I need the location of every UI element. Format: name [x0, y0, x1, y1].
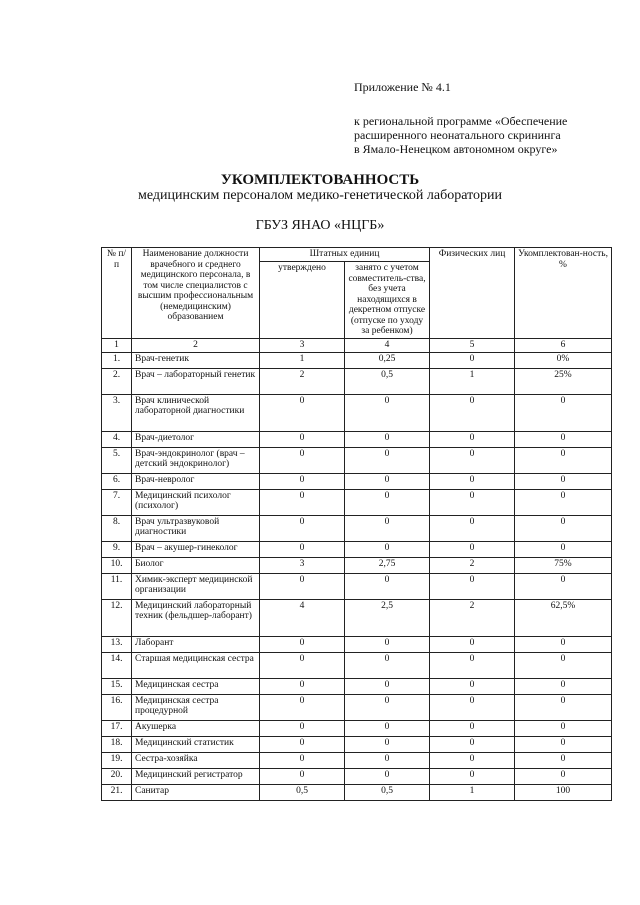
table-row [102, 473, 612, 489]
cell-staffing: 0 [515, 768, 612, 784]
cell-position: Врач-диетолог [132, 431, 260, 447]
cell-occupied: 2,75 [345, 557, 430, 573]
table-row [102, 541, 612, 557]
cell-num: 10. [102, 557, 132, 573]
cell-approved: 0 [260, 515, 345, 541]
cell-individuals: 1 [430, 368, 515, 394]
cell-individuals: 0 [430, 678, 515, 694]
cell-individuals: 2 [430, 599, 515, 636]
table-row [102, 557, 612, 573]
cell-position: Акушерка [132, 720, 260, 736]
cell-individuals: 0 [430, 736, 515, 752]
cell-approved: 0 [260, 678, 345, 694]
table-row [102, 736, 612, 752]
cell-occupied: 0,5 [345, 784, 430, 800]
cell-individuals: 0 [430, 752, 515, 768]
cell-individuals: 0 [430, 515, 515, 541]
cell-num: 14. [102, 652, 132, 678]
cell-position: Биолог [132, 557, 260, 573]
cell-position: Сестра-хозяйка [132, 752, 260, 768]
cell-approved: 4 [260, 599, 345, 636]
appendix-line-2: расширенного неонатального скрининга [354, 128, 561, 142]
header-staff-units: Штатных единиц [260, 248, 430, 262]
cell-num: 20. [102, 768, 132, 784]
cell-approved: 2 [260, 368, 345, 394]
table-row [102, 447, 612, 473]
cell-num: 12. [102, 599, 132, 636]
cell-num: 16. [102, 694, 132, 720]
cell-position: Медицинский статистик [132, 736, 260, 752]
cell-position: Врач-эндокринолог (врач – детский эндокринолог) [132, 447, 260, 473]
cell-staffing: 0 [515, 541, 612, 557]
cell-staffing: 0 [515, 394, 612, 431]
header-occupied: занято с учетом совместитель-ства, без учета находящихся в декретном отпуске (отпуске по уходу за ребенком) [345, 262, 430, 339]
cell-individuals: 2 [430, 557, 515, 573]
cell-occupied: 0 [345, 678, 430, 694]
column-number: 6 [515, 338, 612, 352]
cell-position: Санитар [132, 784, 260, 800]
cell-occupied: 0 [345, 473, 430, 489]
cell-occupied: 0 [345, 652, 430, 678]
column-number: 5 [430, 338, 515, 352]
cell-occupied: 2,5 [345, 599, 430, 636]
table-row [102, 431, 612, 447]
header-row [102, 248, 612, 262]
table-row [102, 599, 612, 636]
cell-occupied: 0 [345, 515, 430, 541]
table-row [102, 678, 612, 694]
cell-position: Медицинская сестра [132, 678, 260, 694]
cell-staffing: 62,5% [515, 599, 612, 636]
cell-individuals: 0 [430, 489, 515, 515]
cell-occupied: 0 [345, 394, 430, 431]
cell-individuals: 0 [430, 636, 515, 652]
cell-staffing: 0 [515, 752, 612, 768]
table-row [102, 489, 612, 515]
cell-individuals: 0 [430, 352, 515, 368]
cell-staffing: 0 [515, 636, 612, 652]
cell-individuals: 0 [430, 447, 515, 473]
cell-num: 11. [102, 573, 132, 599]
cell-approved: 0 [260, 541, 345, 557]
table-row [102, 573, 612, 599]
cell-position: Врач-невролог [132, 473, 260, 489]
table-row [102, 368, 612, 394]
cell-position: Медицинский психолог (психолог) [132, 489, 260, 515]
cell-occupied: 0,25 [345, 352, 430, 368]
cell-num: 13. [102, 636, 132, 652]
table-row [102, 652, 612, 678]
cell-num: 7. [102, 489, 132, 515]
cell-staffing: 0 [515, 431, 612, 447]
table-row [102, 784, 612, 800]
cell-occupied: 0 [345, 736, 430, 752]
column-number: 1 [102, 338, 132, 352]
cell-staffing: 25% [515, 368, 612, 394]
appendix-number: Приложение № 4.1 [354, 80, 451, 94]
cell-staffing: 0 [515, 694, 612, 720]
cell-individuals: 1 [430, 784, 515, 800]
organization-name: ГБУЗ ЯНАО «НЦГБ» [255, 218, 385, 233]
cell-approved: 0 [260, 394, 345, 431]
cell-position: Врач – лабораторный генетик [132, 368, 260, 394]
appendix-block [354, 80, 614, 156]
cell-position: Врач – акушер-гинеколог [132, 541, 260, 557]
cell-approved: 0 [260, 573, 345, 599]
cell-num: 4. [102, 431, 132, 447]
table-row [102, 752, 612, 768]
cell-position: Медицинский регистратор [132, 768, 260, 784]
cell-occupied: 0 [345, 541, 430, 557]
cell-approved: 0 [260, 473, 345, 489]
cell-position: Старшая медицинская сестра [132, 652, 260, 678]
cell-approved: 3 [260, 557, 345, 573]
cell-individuals: 0 [430, 541, 515, 557]
table-row [102, 352, 612, 368]
cell-staffing: 0 [515, 515, 612, 541]
cell-num: 1. [102, 352, 132, 368]
cell-occupied: 0 [345, 768, 430, 784]
document-title: УКОМПЛЕКТОВАННОСТЬ [220, 172, 420, 188]
cell-num: 21. [102, 784, 132, 800]
cell-occupied: 0 [345, 694, 430, 720]
cell-staffing: 0% [515, 352, 612, 368]
cell-individuals: 0 [430, 694, 515, 720]
cell-approved: 0 [260, 752, 345, 768]
cell-position: Медицинская сестра процедурной [132, 694, 260, 720]
cell-occupied: 0 [345, 752, 430, 768]
appendix-line-1: к региональной программе «Обеспечение [354, 114, 568, 128]
cell-approved: 0,5 [260, 784, 345, 800]
cell-staffing: 0 [515, 447, 612, 473]
column-number-row [102, 338, 612, 352]
table-row [102, 394, 612, 431]
cell-staffing: 0 [515, 678, 612, 694]
cell-occupied: 0,5 [345, 368, 430, 394]
cell-num: 18. [102, 736, 132, 752]
cell-occupied: 0 [345, 489, 430, 515]
cell-position: Медицинский лабораторный техник (фельдшер-лаборант) [132, 599, 260, 636]
cell-approved: 0 [260, 652, 345, 678]
cell-staffing: 0 [515, 652, 612, 678]
cell-approved: 0 [260, 694, 345, 720]
cell-occupied: 0 [345, 636, 430, 652]
cell-num: 19. [102, 752, 132, 768]
cell-position: Врач-генетик [132, 352, 260, 368]
cell-num: 17. [102, 720, 132, 736]
cell-individuals: 0 [430, 768, 515, 784]
header-individuals: Физических лиц [430, 248, 515, 339]
cell-num: 3. [102, 394, 132, 431]
cell-position: Лаборант [132, 636, 260, 652]
cell-staffing: 100 [515, 784, 612, 800]
cell-num: 9. [102, 541, 132, 557]
cell-num: 8. [102, 515, 132, 541]
cell-approved: 0 [260, 636, 345, 652]
header-num: № п/п [102, 248, 132, 339]
cell-individuals: 0 [430, 573, 515, 599]
cell-occupied: 0 [345, 447, 430, 473]
cell-approved: 1 [260, 352, 345, 368]
cell-occupied: 0 [345, 720, 430, 736]
column-number: 4 [345, 338, 430, 352]
table-row [102, 768, 612, 784]
cell-num: 6. [102, 473, 132, 489]
header-approved: утверждено [260, 262, 345, 339]
cell-position: Врач клинической лабораторной диагностики [132, 394, 260, 431]
cell-approved: 0 [260, 720, 345, 736]
cell-approved: 0 [260, 431, 345, 447]
column-number: 2 [132, 338, 260, 352]
cell-staffing: 0 [515, 473, 612, 489]
cell-staffing: 0 [515, 720, 612, 736]
cell-individuals: 0 [430, 394, 515, 431]
cell-num: 5. [102, 447, 132, 473]
cell-individuals: 0 [430, 473, 515, 489]
cell-approved: 0 [260, 736, 345, 752]
cell-individuals: 0 [430, 431, 515, 447]
document-subtitle: медицинским персоналом медико-генетической лаборатории [137, 188, 502, 203]
cell-approved: 0 [260, 489, 345, 515]
staffing-table [101, 247, 612, 801]
cell-individuals: 0 [430, 652, 515, 678]
column-number: 3 [260, 338, 345, 352]
header-staffing: Укомплектован-ность, % [515, 248, 612, 339]
cell-staffing: 75% [515, 557, 612, 573]
table-row [102, 515, 612, 541]
cell-staffing: 0 [515, 573, 612, 599]
cell-num: 15. [102, 678, 132, 694]
table-row [102, 636, 612, 652]
header-position: Наименование должности врачебного и среднего медицинского персонала, в том числе специалистов с высшим профессиональным (немедицинским) образованием [132, 248, 260, 339]
table-row [102, 720, 612, 736]
cell-occupied: 0 [345, 431, 430, 447]
cell-occupied: 0 [345, 573, 430, 599]
cell-position: Врач ультразвуковой диагностики [132, 515, 260, 541]
cell-approved: 0 [260, 447, 345, 473]
cell-approved: 0 [260, 768, 345, 784]
cell-staffing: 0 [515, 736, 612, 752]
appendix-line-3: в Ямало-Ненецком автономном округе» [354, 142, 558, 156]
cell-individuals: 0 [430, 720, 515, 736]
cell-staffing: 0 [515, 489, 612, 515]
cell-num: 2. [102, 368, 132, 394]
table-row [102, 694, 612, 720]
cell-position: Химик-эксперт медицинской организации [132, 573, 260, 599]
